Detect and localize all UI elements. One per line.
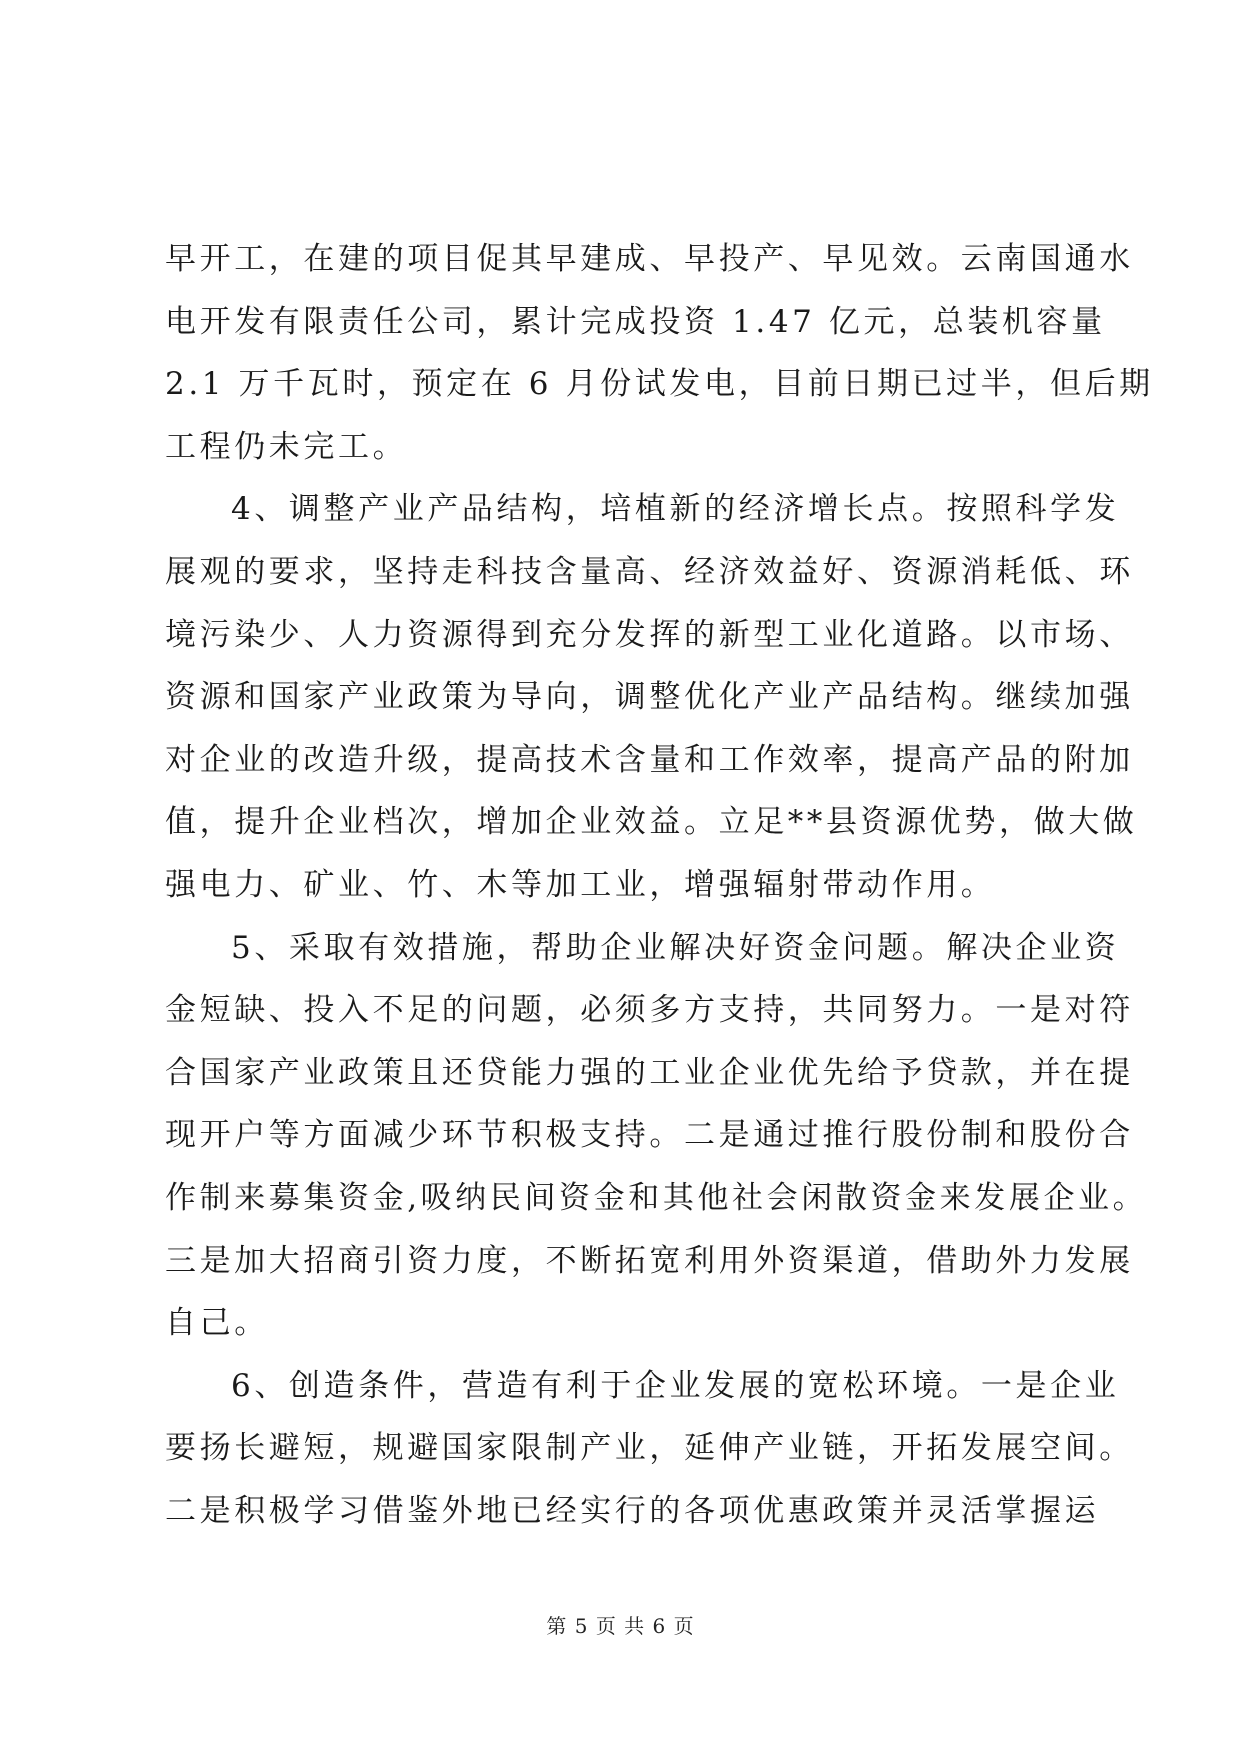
text-line: 三是加大招商引资力度，不断拓宽利用外资渠道，借助外力发展 — [165, 1242, 1134, 1279]
text-line: 早开工，在建的项目促其早建成、早投产、早见效。云南国通水 — [165, 241, 1134, 277]
text-line: 自己。 — [165, 1305, 269, 1342]
text-line: 强电力、矿业、竹、木等加工业，增强辐射带动作用。 — [165, 866, 996, 903]
text-line: 要扬长避短，规避国家限制产业，延伸产业链，开拓发展空间。 — [165, 1430, 1134, 1467]
text-line: 资源和国家产业政策为导向，调整优化产业产品结构。继续加强 — [165, 679, 1134, 716]
text-line: 金短缺、投入不足的问题，必须多方支持，共同努力。一是对符 — [165, 992, 1134, 1029]
text-line: 现开户等方面减少环节积极支持。二是通过推行股份制和股份合 — [165, 1117, 1134, 1154]
text-line: 工程仍未完工。 — [165, 428, 408, 465]
paragraph-5 — [165, 917, 1148, 1355]
text-line: 境污染少、人力资源得到充分发挥的新型工业化道路。以市场、 — [165, 616, 1134, 653]
paragraph-4 — [165, 478, 1138, 916]
text-line: 5、采取有效措施，帮助企业解决好资金问题。解决企业资 — [231, 929, 1120, 966]
text-line: 4、调整产业产品结构，培植新的经济增长点。按照科学发 — [231, 491, 1120, 528]
text-line: 6、创造条件，营造有利于企业发展的宽松环境。一是企业 — [231, 1367, 1120, 1404]
text-line: 2.1 万千瓦时，预定在 6 月份试发电，目前日期已过半，但后期 — [165, 366, 1154, 403]
text-line: 值，提升企业档次，增加企业效益。立足**县资源优势，做大做 — [165, 804, 1138, 841]
paragraph-continued — [165, 228, 1154, 478]
paragraph-6 — [165, 1355, 1134, 1543]
text-line: 合国家产业政策且还贷能力强的工业企业优先给予贷款，并在提 — [165, 1054, 1134, 1091]
document-body — [165, 228, 1154, 1542]
text-line: 展观的要求，坚持走科技含量高、经济效益好、资源消耗低、环 — [165, 553, 1134, 590]
text-line: 二是积极学习借鉴外地已经实行的各项优惠政策并灵活掌握运 — [165, 1492, 1100, 1529]
text-line: 电开发有限责任公司，累计完成投资 1.47 亿元，总装机容量 — [165, 303, 1106, 340]
page-number-footer: 第 5 页 共 6 页 — [546, 1614, 695, 1638]
text-line: 对企业的改造升级，提高技术含量和工作效率，提高产品的附加 — [165, 741, 1134, 778]
text-line: 作制来募集资金,吸纳民间资金和其他社会闲散资金来发展企业。 — [165, 1179, 1148, 1216]
